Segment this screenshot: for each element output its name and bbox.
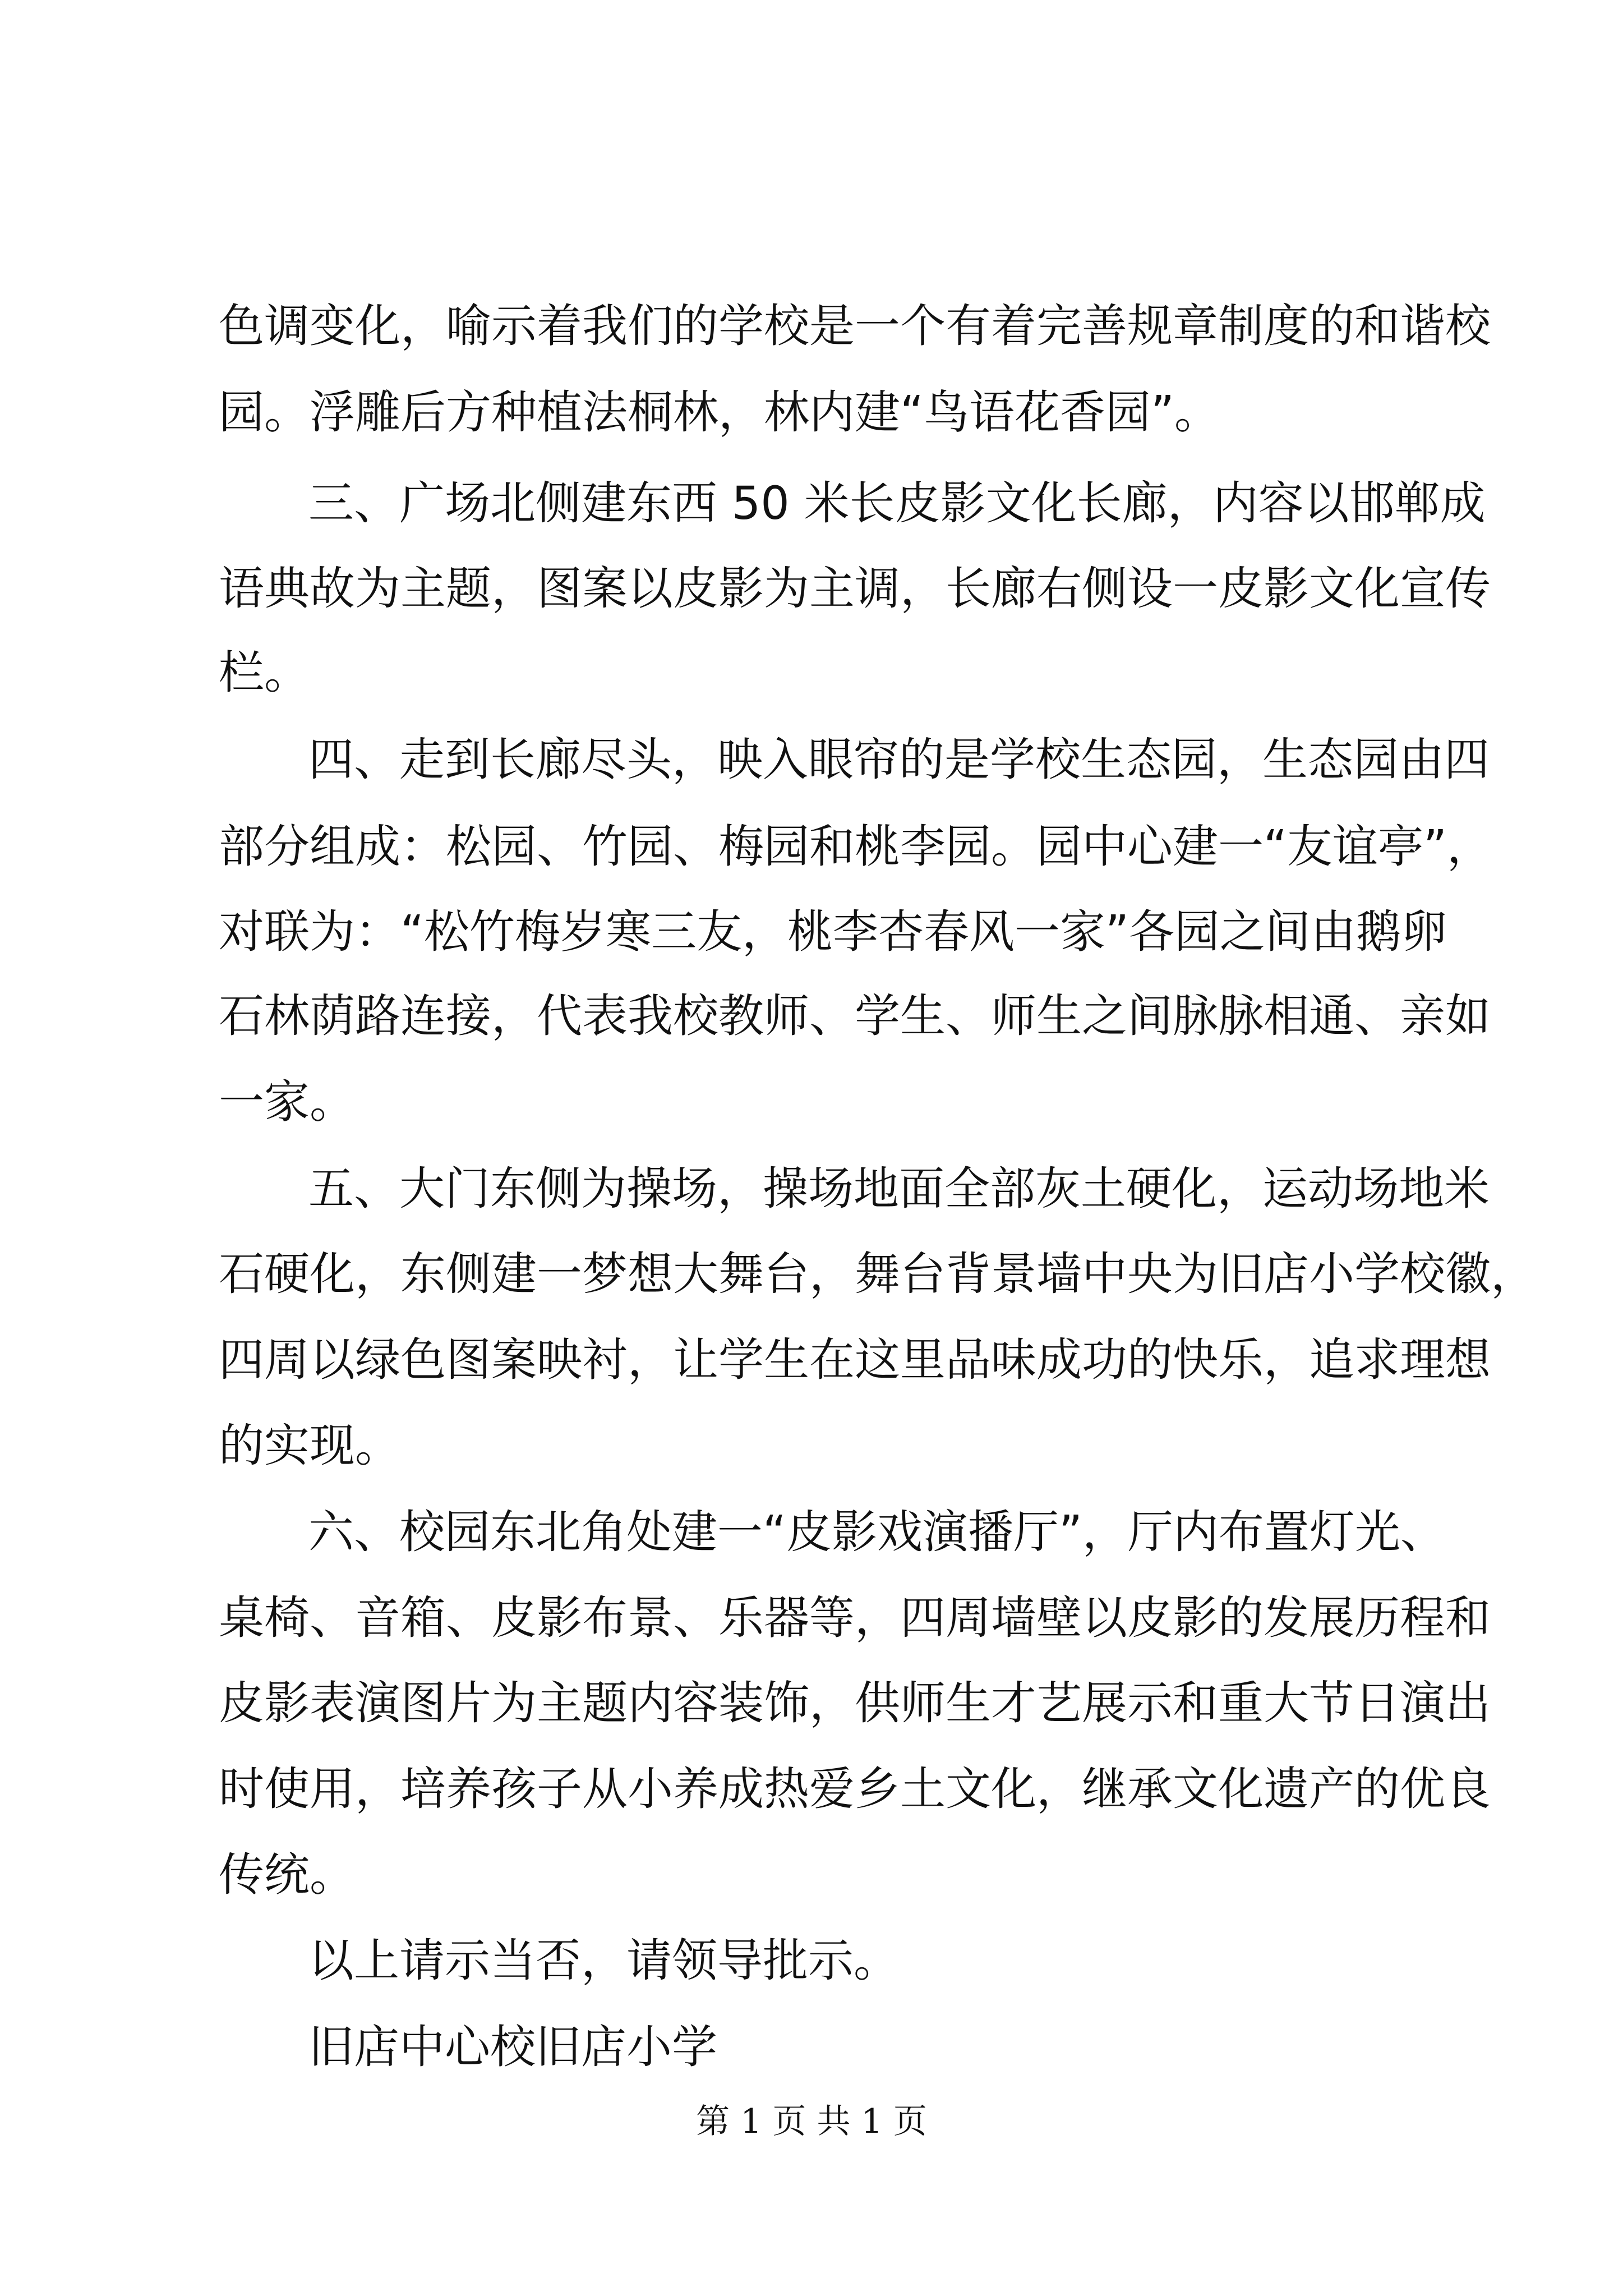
paragraph-3-start: 三、广场北侧建东西 50 米长皮影文化长廊，内容以邯郸成 — [308, 477, 1486, 530]
text-line: 石林荫路连接，代表我校教师、学生、师生之间脉脉相通、亲如 — [219, 990, 1491, 1043]
text-line: 皮影表演图片为主题内容装饰，供师生才艺展示和重大节日演出 — [219, 1677, 1491, 1730]
text-line: 传统。 — [219, 1849, 356, 1902]
closing-request: 以上请示当否，请领导批示。 — [308, 1935, 900, 1987]
text-line: 石硬化，东侧建一梦想大舞台，舞台背景墙中央为旧店小学校徽， — [219, 1248, 1537, 1301]
paragraph-4-start: 四、走到长廊尽头，映入眼帘的是学校生态园，生态园由四 — [308, 734, 1490, 786]
paragraph-6-start: 六、校园东北角处建一“皮影戏演播厅”，厅内布置灯光、 — [308, 1506, 1446, 1559]
text-line: 语典故为主题，图案以皮影为主调，长廊右侧设一皮影文化宣传 — [219, 563, 1491, 615]
text-line: 的实现。 — [219, 1420, 401, 1473]
page-footer: 第 1 页 共 1 页 — [696, 2102, 927, 2141]
text-line: 园。浮雕后方种植法桐林，林内建“鸟语花香园”。 — [219, 386, 1220, 439]
text-line: 时使用，培养孩子从小养成热爱乡土文化，继承文化遗产的优良 — [219, 1763, 1491, 1816]
text-line: 部分组成：松园、竹园、梅园和桃李园。园中心建一“友谊亭”， — [219, 821, 1492, 873]
text-line: 对联为：“松竹梅岁寒三友，桃李杏春风一家”各园之间由鹅卵 — [219, 906, 1447, 959]
text-line: 一家。 — [219, 1076, 356, 1129]
text-line: 色调变化，喻示着我们的学校是一个有着完善规章制度的和谐校 — [219, 300, 1491, 353]
text-line: 桌椅、音箱、皮影布景、乐器等，四周墙壁以皮影的发展历程和 — [219, 1592, 1491, 1645]
paragraph-5-start: 五、大门东侧为操场，操场地面全部灰土硬化，运动场地米 — [308, 1163, 1490, 1216]
signature-organization: 旧店中心校旧店小学 — [308, 2021, 718, 2074]
text-line: 四周以绿色图案映衬，让学生在这里品味成功的快乐，追求理想 — [219, 1334, 1491, 1387]
text-line: 栏。 — [219, 647, 310, 700]
